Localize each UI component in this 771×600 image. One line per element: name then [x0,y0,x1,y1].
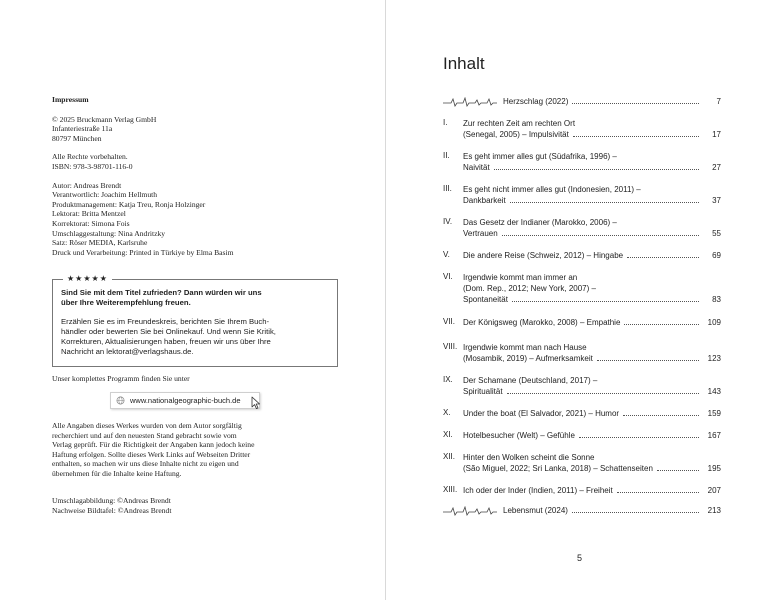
chapter-last-line [463,485,721,496]
chapter-title-line: (São Miguel, 2022; Sri Lanka, 2018) – Schattenseiten [463,464,653,473]
chapter-title-line: Dankbarkeit [463,196,506,205]
globe-icon [116,396,125,405]
chapter-last-line [463,430,721,441]
chapter-last-line [463,162,721,173]
chapter-last-line [463,386,721,397]
staff-line: Umschlaggestaltung: Nina Andritzky [52,228,166,238]
dot-leader [494,168,699,170]
chapter-text [463,184,721,206]
chapter-title-line: (Senegal, 2005) – Impulsivität [463,130,569,139]
staff-line: Verantwortlich: Joachim Hellmuth [52,190,158,200]
staff-line: Autor: Andreas Brendt [52,180,122,190]
chapter-number: XII. [443,452,456,461]
heading-line: Sind Sie mit dem Titel zufrieden? Dann würden wir uns [61,288,262,298]
chapter-page: 83 [712,295,721,304]
chapter-number: IX. [443,375,453,384]
chapter-title-line: Irgendwie kommt man nach Hause [463,343,587,352]
chapter-number: II. [443,151,450,160]
body-line: Nachricht an lektorat@verlagshaus.de. [61,347,194,357]
chapter-page: 207 [707,486,721,495]
staff-line: Korrektorat: Simona Fois [52,218,130,228]
body-line: Korrekturen, Aktualisierungen haben, freuen wir uns über Ihre [61,337,271,347]
heartbeat-icon [443,97,497,107]
dot-leader [572,102,699,104]
chapter-last-line [463,129,721,140]
recommendation-heading [61,288,329,308]
chapter-text [463,317,721,328]
chapter-title-line: Es geht immer alles gut (Südafrika, 1996) – [463,152,617,161]
publisher-line: 80797 München [52,133,102,143]
imprint-page [52,95,342,516]
toc-title: Inhalt [443,54,485,73]
disclaimer-line: übernehmen für die Inhalte keine Haftung. [52,468,182,478]
chapter-last-line [463,463,721,474]
rights-block [52,152,342,171]
credit-line: Nachweise Bildtafel: ©Andreas Brendt [52,506,172,516]
website-url[interactable]: www.nationalgeographic-buch.de [130,395,241,405]
chapter-title-line: Vertrauen [463,229,498,238]
dot-leader [623,414,699,416]
rights-line: Alle Rechte vorbehalten. [52,152,128,162]
toc-outro-page: 213 [707,506,721,515]
chapter-text [463,250,721,261]
chapter-number: VI. [443,272,453,281]
chapter-number: VIII. [443,342,458,351]
recommendation-body [61,317,329,357]
disclaimer-line: enthalten, so machen wir uns diese Inhalte nicht zu eigen und [52,459,239,469]
chapter-number: V. [443,250,450,259]
chapter-number: X. [443,408,451,417]
toc-intro-entry[interactable] [443,96,721,107]
chapter-text [463,430,721,441]
chapter-number: VII. [443,317,456,326]
chapter-text [463,217,721,239]
chapter-text [463,408,721,419]
dot-leader [512,300,699,302]
chapter-text [463,151,721,173]
chapter-text [463,375,721,397]
chapter-title-line: (Mosambik, 2019) – Aufmerksamkeit [463,354,593,363]
body-line: händler oder bewerten Sie bei Onlinekauf. Und wenn Sie Kritik, [61,327,276,337]
chapter-page: 159 [707,409,721,418]
chapter-title-line: Der Königsweg (Marokko, 2008) – Empathie [463,318,621,327]
chapter-text [463,272,721,305]
staff-line: Druck und Verarbeitung: Printed in Türkiye by Elma Basim [52,247,234,257]
toc-intro-label: Herzschlag (2022) [503,97,569,106]
publisher-line: Infanteriestraße 11a [52,124,113,134]
staff-line: Satz: Röser MEDIA, Karlsruhe [52,238,148,248]
chapter-page: 143 [707,387,721,396]
page-number: 5 [577,553,583,563]
chapter-title-line: Under the boat (El Salvador, 2021) – Humor [463,409,620,418]
chapter-number: XI. [443,430,453,439]
chapter-page: 195 [707,464,721,473]
page-gutter [385,0,386,600]
chapter-number: IV. [443,217,453,226]
rating-stars-icon: ★★★★★ [63,273,112,285]
chapter-last-line [463,228,721,239]
chapter-page: 69 [712,251,721,260]
toc-outro-entry[interactable] [443,505,721,516]
chapter-title-line: Hotelbesucher (Welt) – Gefühle [463,431,575,440]
chapter-last-line [463,294,721,305]
chapter-number: I. [443,118,448,127]
chapter-text [463,485,721,496]
staff-line: Produktmanagement: Katja Treu, Ronja Holzinger [52,199,206,209]
toc-intro-page: 7 [716,97,721,106]
disclaimer-line: Alle Angaben dieses Werkes wurden von dem Autor sorgfältig [52,420,242,430]
chapter-title-line: Es geht nicht immer alles gut (Indonesien, 2011) – [463,185,641,194]
dot-leader [579,436,699,438]
chapter-text [463,342,721,364]
dot-leader [597,359,699,361]
dot-leader [624,323,699,325]
chapter-title-line: (Dom. Rep., 2012; New York, 2007) – [463,284,596,293]
chapter-page: 123 [707,354,721,363]
publisher-block [52,115,342,144]
isbn-line: ISBN: 978-3-98701-116-0 [52,161,133,171]
chapter-last-line [463,353,721,364]
chapter-page: 17 [712,130,721,139]
chapter-title-line: Das Gesetz der Indianer (Marokko, 2006) – [463,218,617,227]
chapter-number: III. [443,184,452,193]
disclaimer-block [52,421,342,479]
chapter-title-line: Hinter den Wolken scheint die Sonne [463,453,595,462]
imprint-title: Impressum [52,95,89,104]
dot-leader [507,392,699,394]
mouse-cursor-icon [251,396,261,410]
chapter-page: 167 [707,431,721,440]
heading-line: über Ihre Weiterempfehlung freuen. [61,298,191,308]
staff-block [52,181,342,258]
chapter-last-line [463,408,721,419]
dot-leader [502,234,699,236]
dot-leader [657,469,699,471]
staff-line: Lektorat: Britta Mentzel [52,209,126,219]
chapter-title-line: Spontaneität [463,295,508,304]
dot-leader [572,511,699,513]
recommendation-box [52,274,338,367]
credits-block [52,496,342,515]
chapter-last-line [463,195,721,206]
chapter-text [463,118,721,140]
disclaimer-line: Verlag geprüft. Für die Richtigkeit der Angaben kann jedoch keine [52,440,255,450]
chapter-page: 27 [712,163,721,172]
chapter-title-line: Spiritualität [463,387,503,396]
program-text: Unser komplettes Programm finden Sie unter [52,374,190,384]
disclaimer-line: recherchiert und auf den neuesten Stand gebracht sowie vom [52,430,237,440]
dot-leader [627,256,699,258]
website-link[interactable] [110,392,260,409]
dot-leader [617,491,699,493]
toc-outro-label: Lebensmut (2024) [503,506,568,515]
publisher-line: © 2025 Bruckmann Verlag GmbH [52,114,157,124]
body-line: Erzählen Sie es im Freundeskreis, berichten Sie Ihrem Buch- [61,317,270,327]
credit-line: Umschlagabbildung: ©Andreas Brendt [52,496,171,506]
chapter-text [463,452,721,474]
dot-leader [510,201,699,203]
chapter-page: 37 [712,196,721,205]
chapter-title-line: Die andere Reise (Schweiz, 2012) – Hingabe [463,251,624,260]
chapter-title-line: Naivität [463,163,490,172]
chapter-title-line: Der Schamane (Deutschland, 2017) – [463,376,598,385]
chapter-number: XIII. [443,485,458,494]
dot-leader [573,135,699,137]
heartbeat-icon [443,506,497,516]
disclaimer-line: Haftung erfolgen. Sollte dieses Werk Links auf Webseiten Dritter [52,449,251,459]
chapter-title-line: Ich oder der Inder (Indien, 2011) – Freiheit [463,486,613,495]
chapter-page: 109 [707,318,721,327]
chapter-last-line [463,317,721,328]
chapter-page: 55 [712,229,721,238]
chapter-title-line: Zur rechten Zeit am rechten Ort [463,119,576,128]
chapter-last-line [463,250,721,261]
chapter-title-line: Irgendwie kommt man immer an [463,273,578,282]
